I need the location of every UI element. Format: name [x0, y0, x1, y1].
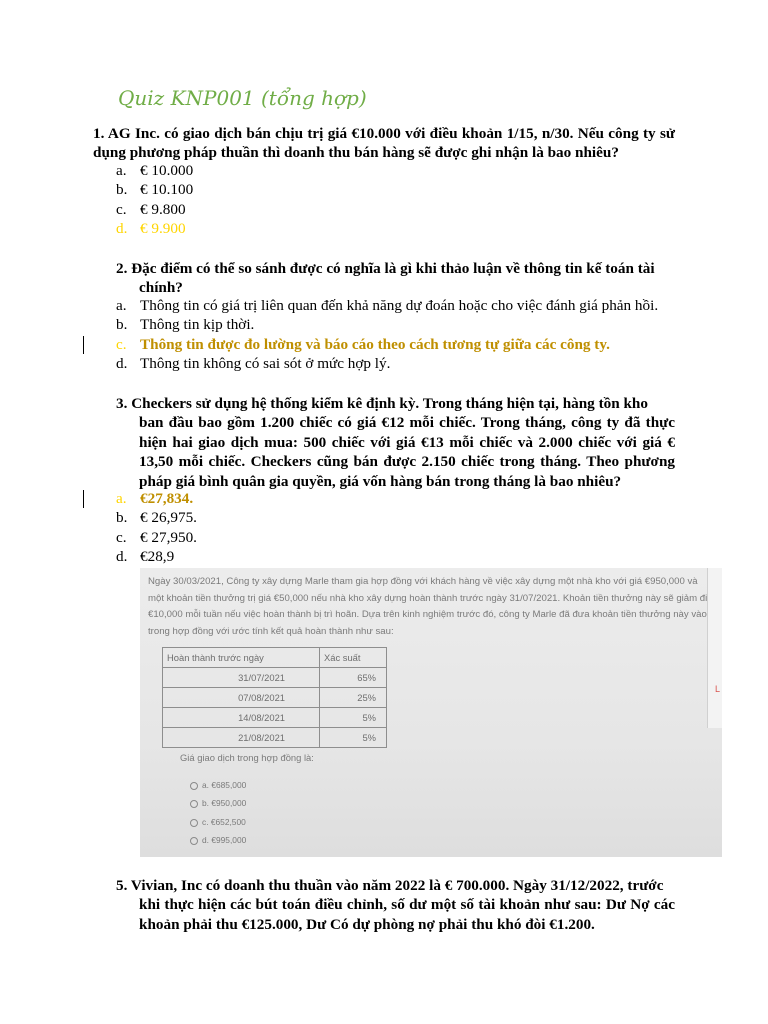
- radio-icon: [190, 782, 198, 790]
- option-2d: d. Thông tin không có sai sót ở mức hợp lý.: [116, 355, 391, 373]
- completion-table: [162, 647, 387, 748]
- table-row: 21/08/2021 5%: [163, 728, 387, 748]
- radio-icon: [190, 837, 198, 845]
- side-panel: [707, 568, 722, 728]
- option-2b: b. Thông tin kịp thời.: [116, 316, 255, 334]
- radio-icon: [190, 819, 198, 827]
- page-title: Quiz KNP001 (tổng hợp): [118, 86, 367, 110]
- option-3d: d. €28,9: [116, 548, 175, 566]
- radio-icon: [190, 800, 198, 808]
- photo-paragraph: Ngày 30/03/2021, Công ty xây dựng Marle tham gia hợp đồng với khách hàng về việc xây dựng một nhà kho với giá €950,000 và một khoản tiền thưởng trị giá €50,000 nếu nhà kho xây dựng hoàn thành trước ngày 31/07/2021. Khoản tiền thưởng này sẽ giảm đi €10,000 mỗi tuần nếu việc hoàn thành bị trì hoãn. Dựa trên kinh nghiệm trước đó, công ty Marle đã đưa khoản tiền thưởng này vào trong hợp đồng với ước tính kết quả hoàn thành như sau:: [148, 576, 708, 637]
- table-row: 07/08/2021 25%: [163, 688, 387, 708]
- text-cursor: [83, 336, 84, 354]
- photo-question: Giá giao dịch trong hợp đồng là:: [180, 752, 314, 763]
- table-header: Xác suất: [320, 648, 387, 668]
- option-3b: b. € 26,975.: [116, 509, 197, 527]
- table-row: 31/07/2021 65%: [163, 668, 387, 688]
- question-2-options: [116, 296, 658, 374]
- radio-option-c[interactable]: c. €652,500: [190, 817, 246, 827]
- question-5: [116, 876, 675, 934]
- question-4-photo: [140, 568, 722, 857]
- table-header-row: [163, 648, 387, 668]
- option-3c: c. € 27,950.: [116, 528, 197, 546]
- option-1b: b. € 10.100: [116, 181, 194, 199]
- radio-option-b[interactable]: b. €950,000: [190, 798, 246, 808]
- option-2c-answer: c. Thông tin được đo lường và báo cáo theo cách tương tự giữa các công ty.: [116, 335, 610, 353]
- side-mark: L: [714, 684, 720, 694]
- question-5-text: 5. Vivian, Inc có doanh thu thuần vào năm 2022 là € 700.000. Ngày 31/12/2022, trước: [116, 877, 664, 894]
- question-2-text-cont: chính?: [139, 279, 183, 297]
- option-2a: a. Thông tin có giá trị liên quan đến khả năng dự đoán hoặc cho việc đánh giá phản hồi.: [116, 297, 659, 314]
- question-3-text: 3. Checkers sử dụng hệ thống kiểm kê định kỳ. Trong tháng hiện tại, hàng tồn kho: [116, 395, 648, 412]
- radio-option-a[interactable]: a. €685,000: [190, 780, 246, 790]
- question-3-options: [116, 489, 197, 567]
- table-row: 14/08/2021 5%: [163, 708, 387, 728]
- question-5-text-cont: khi thực hiện các bút toán điều chỉnh, số dư một số tài khoản như sau: Dư Nợ các khoản phải thu €125.000, Dư Có dự phòng nợ phải thu khó đòi €1.200.: [139, 896, 675, 933]
- table-header: Hoàn thành trước ngày: [163, 648, 320, 668]
- question-1-options: [116, 161, 193, 239]
- question-2: [116, 259, 675, 298]
- question-2-text: 2. Đặc điểm có thể so sánh được có nghĩa là gì khi thảo luận về thông tin kế toán tài: [116, 260, 655, 277]
- radio-option-d[interactable]: d. €995,000: [190, 835, 246, 845]
- option-1a: a. € 10.000: [116, 162, 194, 179]
- option-1c: c. € 9.800: [116, 200, 186, 218]
- question-1: [93, 124, 675, 163]
- text-cursor-2: [83, 490, 84, 508]
- option-3a-answer: a. €27,834.: [116, 490, 194, 507]
- question-3: [116, 394, 675, 491]
- question-1-text: 1. AG Inc. có giao dịch bán chịu trị giá €10.000 với điều khoản 1/15, n/30. Nếu công ty sử dụng phương pháp thuần thì doanh thu bán hàng sẽ được ghi nhận là bao nhiêu?: [93, 125, 675, 162]
- option-1d-answer: d. € 9.900: [116, 220, 186, 238]
- question-3-text-cont: ban đầu bao gồm 1.200 chiếc có giá €12 mỗi chiếc. Trong tháng, công ty đã thực hiện hai giao dịch mua: 500 chiếc với giá €13 mỗi chiếc và 2.000 chiếc với giá € 13,50 mỗi chiếc. Checkers cũng bán được 2.150 chiếc trong tháng. Theo phương pháp giá bình quân gia quyền, giá vốn hàng bán trong tháng là bao nhiêu?: [139, 414, 675, 490]
